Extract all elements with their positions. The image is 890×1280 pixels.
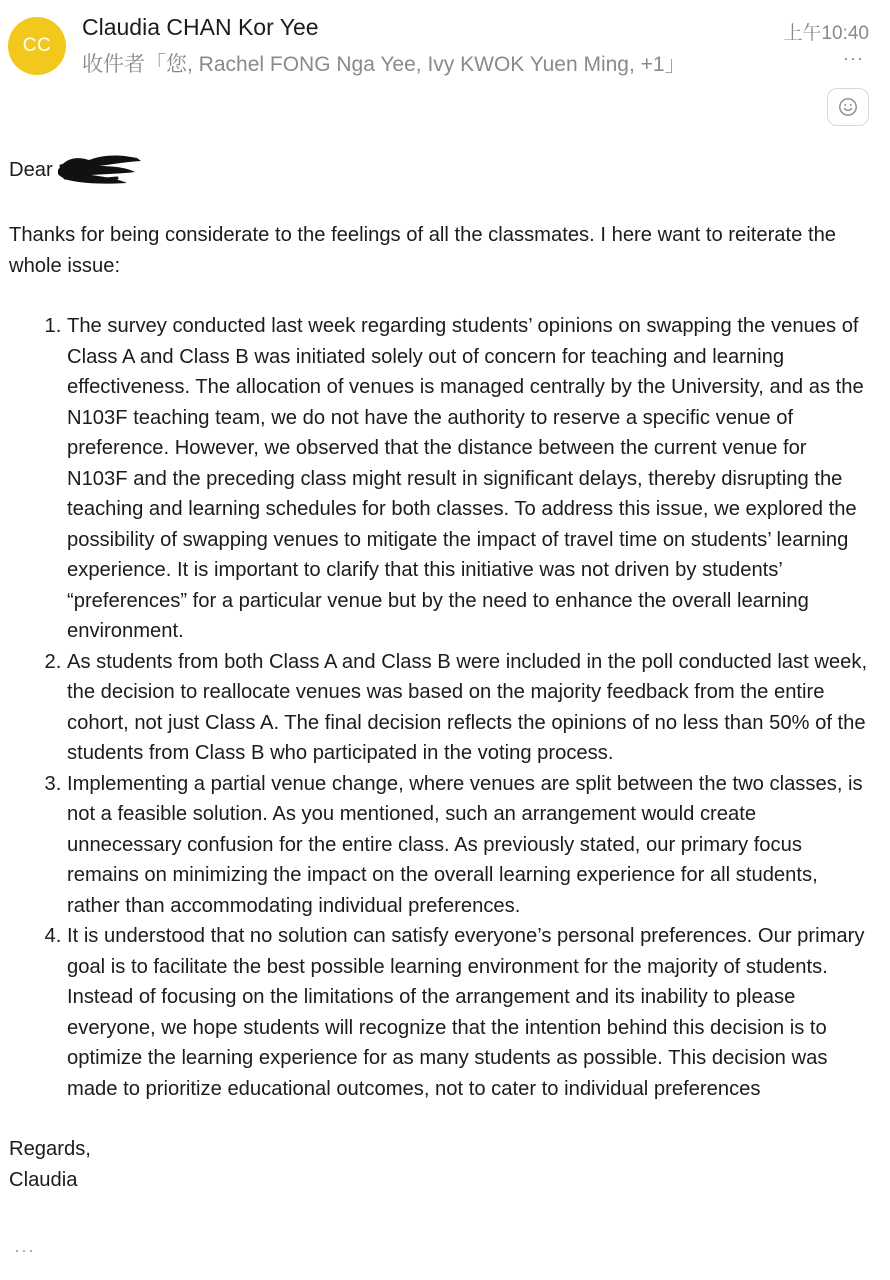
list-item: 2. As students from both Class A and Class B were included in the poll conducted last week, the decision to reallocate venues was based on the majority feedback from the entire cohort, not just Class A. The final decision reflects the opinions of no less than 50% of the students from Class B who participated in the voting process. [67, 647, 871, 769]
recipients-line[interactable]: 收件者「您, Rachel FONG Nga Yee, Ivy KWOK Yuen Ming, +1」 [82, 53, 686, 76]
points-list [9, 311, 871, 1104]
list-item: 4. It is understood that no solution can satisfy everyone’s personal preferences. Our primary goal is to facilitate the best possible learning environment for the majority of students. Instead of focusing on the limitations of the arrangement and its inability to please everyone, we hope students will recognize that the intention behind this decision is to optimize the learning experience for as many students as possible. This decision was made to prioritize educational outcomes, not to cater to individual preferences [67, 921, 871, 1104]
intro-paragraph: Thanks for being considerate to the feelings of all the classmates. I here want to reiterate the whole issue: [9, 224, 837, 277]
list-item: 1. The survey conducted last week regarding students’ opinions on swapping the venues of Class A and Class B was initiated solely out of concern for teaching and learning effectiveness. The allocation of venues is managed centrally by the University, and as the N103F teaching team, we do not have the authority to reserve a specific venue of preference. However, we observed that the distance between the current venue for N103F and the preceding class might result in significant delays, thereby disrupting the teaching and learning schedules for both classes. To address this issue, we explored the possibility of swapping venues to mitigate the impact of travel time on students’ learning experience. It is important to clarify that this initiative was not driven by students’ “preferences” for a particular venue but by the need to enhance the overall learning environment. [67, 311, 871, 647]
signature: Claudia [9, 1168, 78, 1191]
smiley-icon [838, 97, 858, 117]
avatar[interactable] [8, 17, 66, 75]
avatar-initials: CC [22, 35, 52, 56]
email-header [0, 0, 890, 92]
show-quoted-text-button[interactable]: ··· [14, 1240, 35, 1260]
greeting: Dear [9, 158, 53, 181]
more-options-button[interactable]: ··· [843, 48, 864, 68]
email-body [9, 150, 871, 1195]
redaction-scribble [55, 150, 143, 190]
closing: Regards, [9, 1138, 91, 1160]
add-reaction-button[interactable] [827, 88, 869, 126]
greeting-line [9, 150, 871, 190]
timestamp: 上午10:40 [783, 23, 869, 44]
list-item: 3. Implementing a partial venue change, where venues are split between the two classes, is not a feasible solution. As you mentioned, such an arrangement would create unnecessary confusion for the entire class. As previously stated, our primary focus remains on minimizing the impact on the overall learning experience for all students, rather than accommodating individual preferences. [67, 769, 871, 922]
sender-name[interactable]: Claudia CHAN Kor Yee [82, 14, 319, 40]
